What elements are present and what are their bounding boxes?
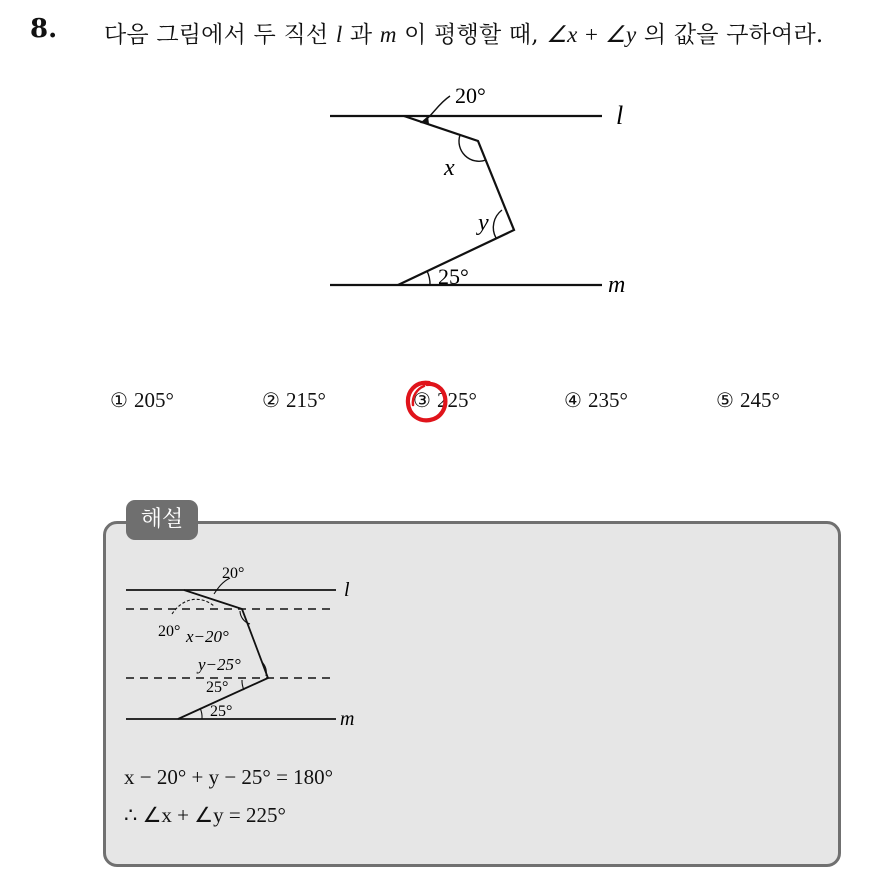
angle-20-label: 20° — [455, 83, 486, 108]
var-m: m — [379, 22, 397, 47]
sol-line-m-label: m — [340, 708, 355, 730]
selected-answer-circle — [403, 378, 451, 426]
sol-angle-20-top: 20° — [222, 565, 245, 582]
choice-4[interactable]: ④ 235° — [564, 388, 628, 412]
sol-label-y25: y−25° — [198, 655, 241, 674]
angle-x-label: x — [444, 155, 455, 181]
sol-label-x20: x−20° — [186, 627, 229, 646]
choice-2[interactable]: ② 215° — [262, 388, 326, 412]
choice-5[interactable]: ⑤ 245° — [716, 388, 780, 412]
solution-equation-2: ∴ ∠x + ∠y = 225° — [124, 803, 286, 827]
sol-angle-25-b: 25° — [210, 703, 233, 720]
parallel-lines-figure — [320, 78, 650, 300]
solution-figure — [118, 558, 378, 730]
choice-1[interactable]: ① 205° — [110, 388, 174, 412]
sol-25-arc-b — [200, 708, 202, 719]
sol-angle-20-alt: 20° — [158, 623, 181, 640]
line-l-label: l — [616, 101, 624, 130]
angle-25-arc — [427, 271, 430, 285]
solution-equation-1: x − 20° + y − 25° = 180° — [124, 765, 334, 789]
var-l: l — [335, 22, 343, 47]
sol-line-l-label: l — [344, 579, 350, 601]
line-m-label: m — [608, 272, 626, 298]
angle-25-label: 25° — [438, 264, 469, 289]
sol-alt-angle-arc — [172, 599, 214, 614]
question-number: 8. — [30, 14, 58, 44]
question-text: 다음 그림에서 두 직선 l 과 m 이 평행할 때, ∠x + ∠y 의 값을 구하여라. — [104, 22, 824, 48]
sol-angle-25-a: 25° — [206, 679, 229, 696]
angle-y-label: y — [478, 210, 489, 236]
angle-20-arrowhead — [420, 116, 429, 124]
angle-y-arc — [493, 210, 502, 238]
solution-tag: 해설 — [126, 500, 198, 540]
zigzag-path — [398, 116, 514, 285]
sol-25-arc-a — [242, 680, 244, 690]
choice-3[interactable]: ③ 225° — [413, 388, 477, 412]
angle-expression: ∠x + ∠y — [546, 22, 637, 47]
